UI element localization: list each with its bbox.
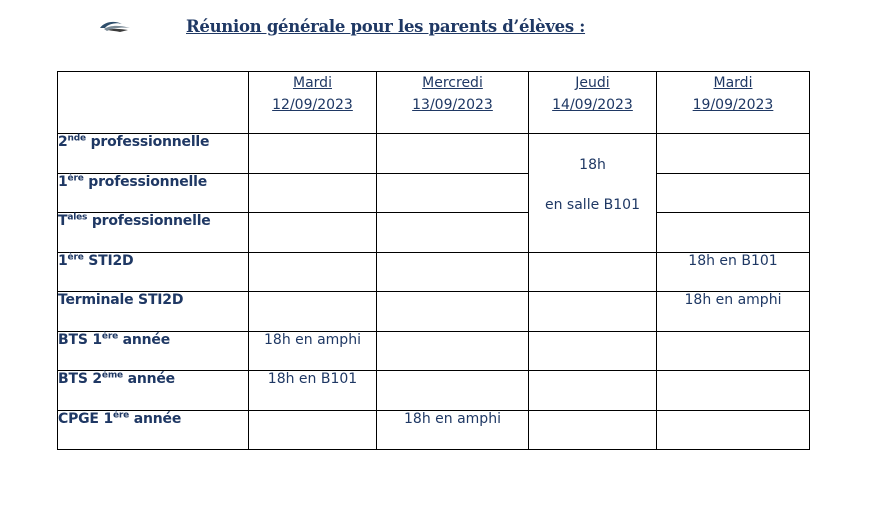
meeting-cell: 18h en amphi bbox=[249, 331, 377, 371]
empty-cell bbox=[657, 410, 810, 450]
table-row bbox=[58, 173, 810, 213]
table-row bbox=[58, 331, 810, 371]
empty-cell bbox=[249, 252, 377, 292]
row-label-tale-pro: $T^{ales}$ professionnelle bbox=[58, 213, 249, 253]
row-label-1ere-sti2d: 1ère STI2D bbox=[58, 252, 249, 292]
day-header-mercredi-13 bbox=[377, 72, 529, 134]
meeting-cell: 18h en B101 bbox=[249, 371, 377, 411]
day-weekday: Jeudi bbox=[575, 75, 610, 91]
row-label-1ere-pro: 1ère professionnelle bbox=[58, 173, 249, 213]
empty-cell bbox=[529, 252, 657, 292]
day-header-jeudi-14 bbox=[529, 72, 657, 134]
empty-cell bbox=[529, 292, 657, 332]
row-label-bts-1ere: BTS 1ère année bbox=[58, 331, 249, 371]
day-weekday: Mercredi bbox=[422, 75, 483, 91]
day-date: 14/09/2023 bbox=[552, 97, 633, 113]
day-header-mardi-12 bbox=[249, 72, 377, 134]
corner-cell bbox=[58, 72, 249, 134]
empty-cell bbox=[377, 213, 529, 253]
empty-cell bbox=[657, 134, 810, 174]
table-row bbox=[58, 371, 810, 411]
empty-cell bbox=[249, 410, 377, 450]
day-date: 12/09/2023 bbox=[272, 97, 353, 113]
empty-cell bbox=[249, 213, 377, 253]
empty-cell bbox=[377, 371, 529, 411]
empty-cell bbox=[377, 134, 529, 174]
meeting-cell: 18h en amphi bbox=[657, 292, 810, 332]
meeting-schedule-table bbox=[57, 71, 810, 450]
school-logo-icon bbox=[98, 19, 132, 35]
table-header-row bbox=[58, 72, 810, 134]
empty-cell bbox=[249, 173, 377, 213]
page-title: Réunion générale pour les parents d’élèves : bbox=[186, 17, 586, 36]
empty-cell bbox=[377, 292, 529, 332]
empty-cell bbox=[249, 134, 377, 174]
day-date: 13/09/2023 bbox=[412, 97, 493, 113]
empty-cell bbox=[529, 371, 657, 411]
empty-cell bbox=[377, 252, 529, 292]
empty-cell bbox=[657, 213, 810, 253]
table-row bbox=[58, 213, 810, 253]
empty-cell bbox=[377, 331, 529, 371]
jeudi-pro-meeting-cell bbox=[529, 134, 657, 253]
empty-cell bbox=[249, 292, 377, 332]
meeting-cell: 18h en amphi bbox=[377, 410, 529, 450]
empty-cell bbox=[657, 173, 810, 213]
table-row bbox=[58, 252, 810, 292]
empty-cell bbox=[377, 173, 529, 213]
row-label-2nde-pro: 2nde professionnelle bbox=[58, 134, 249, 174]
meeting-room: en salle B101 bbox=[545, 197, 640, 213]
table-row bbox=[58, 292, 810, 332]
meeting-time: 18h bbox=[579, 157, 606, 173]
row-label-terminale-sti2d: Terminale STI2D bbox=[58, 292, 249, 332]
day-date: 19/09/2023 bbox=[692, 97, 774, 113]
table-row bbox=[58, 410, 810, 450]
day-weekday: Mardi bbox=[293, 75, 332, 91]
empty-cell bbox=[529, 410, 657, 450]
table-row bbox=[58, 134, 810, 174]
empty-cell bbox=[657, 331, 810, 371]
empty-cell bbox=[529, 331, 657, 371]
day-weekday: Mardi bbox=[713, 75, 753, 91]
empty-cell bbox=[657, 371, 810, 411]
row-label-cpge-1ere: CPGE 1ère année bbox=[58, 410, 249, 450]
row-label-bts-2eme: BTS 2ème année bbox=[58, 371, 249, 411]
meeting-cell: 18h en B101 bbox=[657, 252, 810, 292]
day-header-mardi-19 bbox=[657, 72, 810, 134]
